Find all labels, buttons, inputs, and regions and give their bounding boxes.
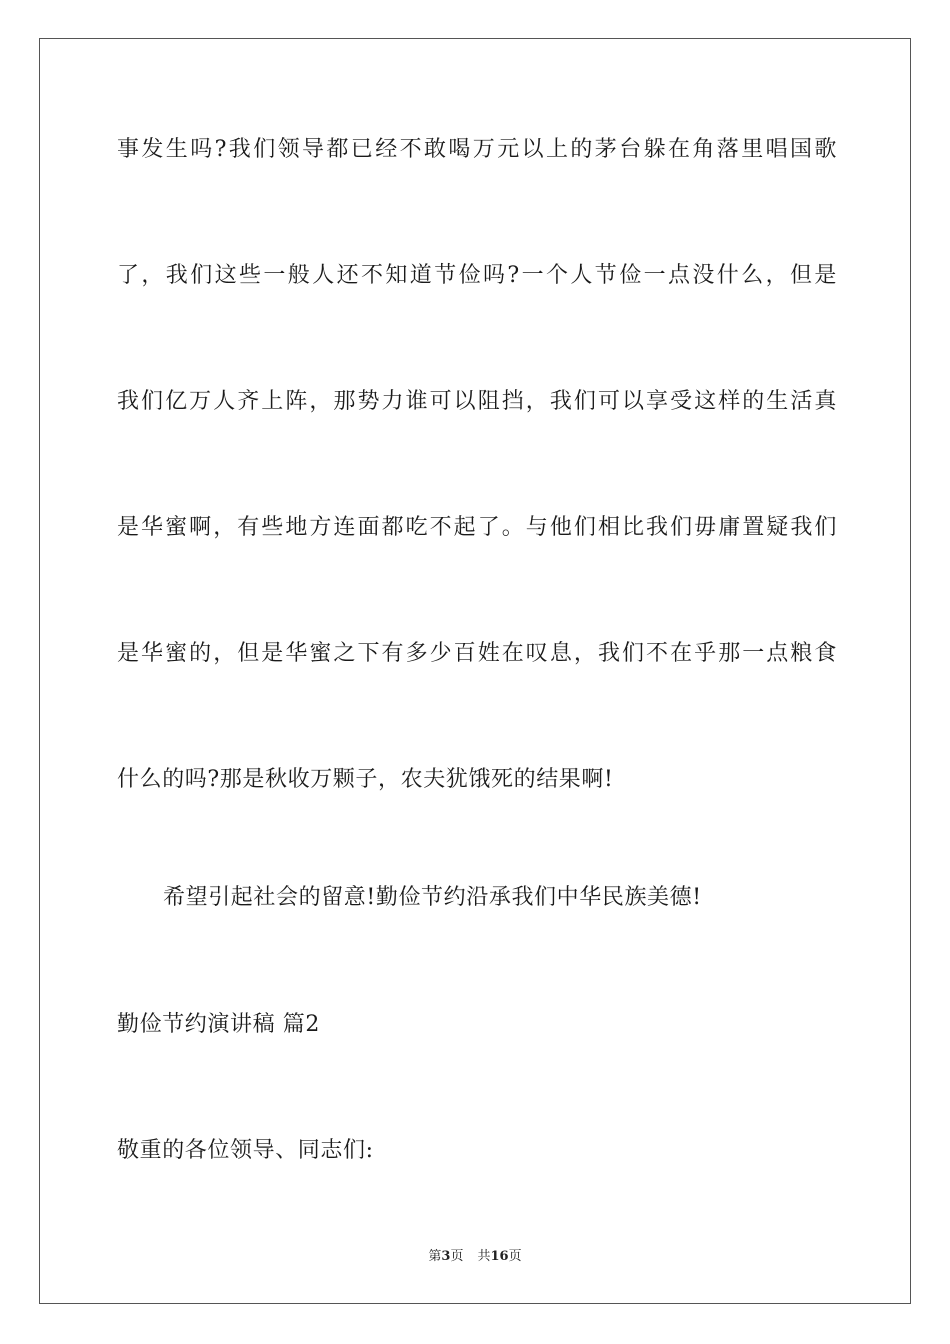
body-line-2: 了，我们这些一般人还不知道节俭吗?一个人节俭一点没什么，但是 — [117, 263, 837, 288]
body-line-3: 我们亿万人齐上阵，那势力谁可以阻挡，我们可以享受这样的生活真 — [117, 389, 837, 414]
body-line-5: 是华蜜的，但是华蜜之下有多少百姓在叹息，我们不在乎那一点粮食 — [117, 641, 837, 666]
page-footer — [0, 1248, 950, 1266]
closing-paragraph: 希望引起社会的留意!勤俭节约沿承我们中华民族美德! — [163, 885, 702, 910]
body-line-1: 事发生吗?我们领导都已经不敢喝万元以上的茅台躲在角落里唱国歌 — [117, 137, 837, 162]
page-border — [39, 38, 911, 1304]
total-suffix: 页 — [508, 1249, 522, 1264]
page-suffix: 页 — [450, 1249, 464, 1264]
body-line-4: 是华蜜啊，有些地方连面都吃不起了。与他们相比我们毋庸置疑我们 — [117, 515, 837, 540]
body-line-6: 什么的吗?那是秋收万颗子，农夫犹饿死的结果啊! — [117, 767, 614, 792]
current-page-number: 3 — [441, 1249, 451, 1264]
total-page-number: 16 — [490, 1249, 509, 1264]
total-prefix: 共 — [477, 1249, 491, 1264]
salutation: 敬重的各位领导、同志们: — [117, 1138, 374, 1163]
page-prefix: 第 — [428, 1249, 442, 1264]
section-title: 勤俭节约演讲稿 篇2 — [117, 1012, 320, 1037]
